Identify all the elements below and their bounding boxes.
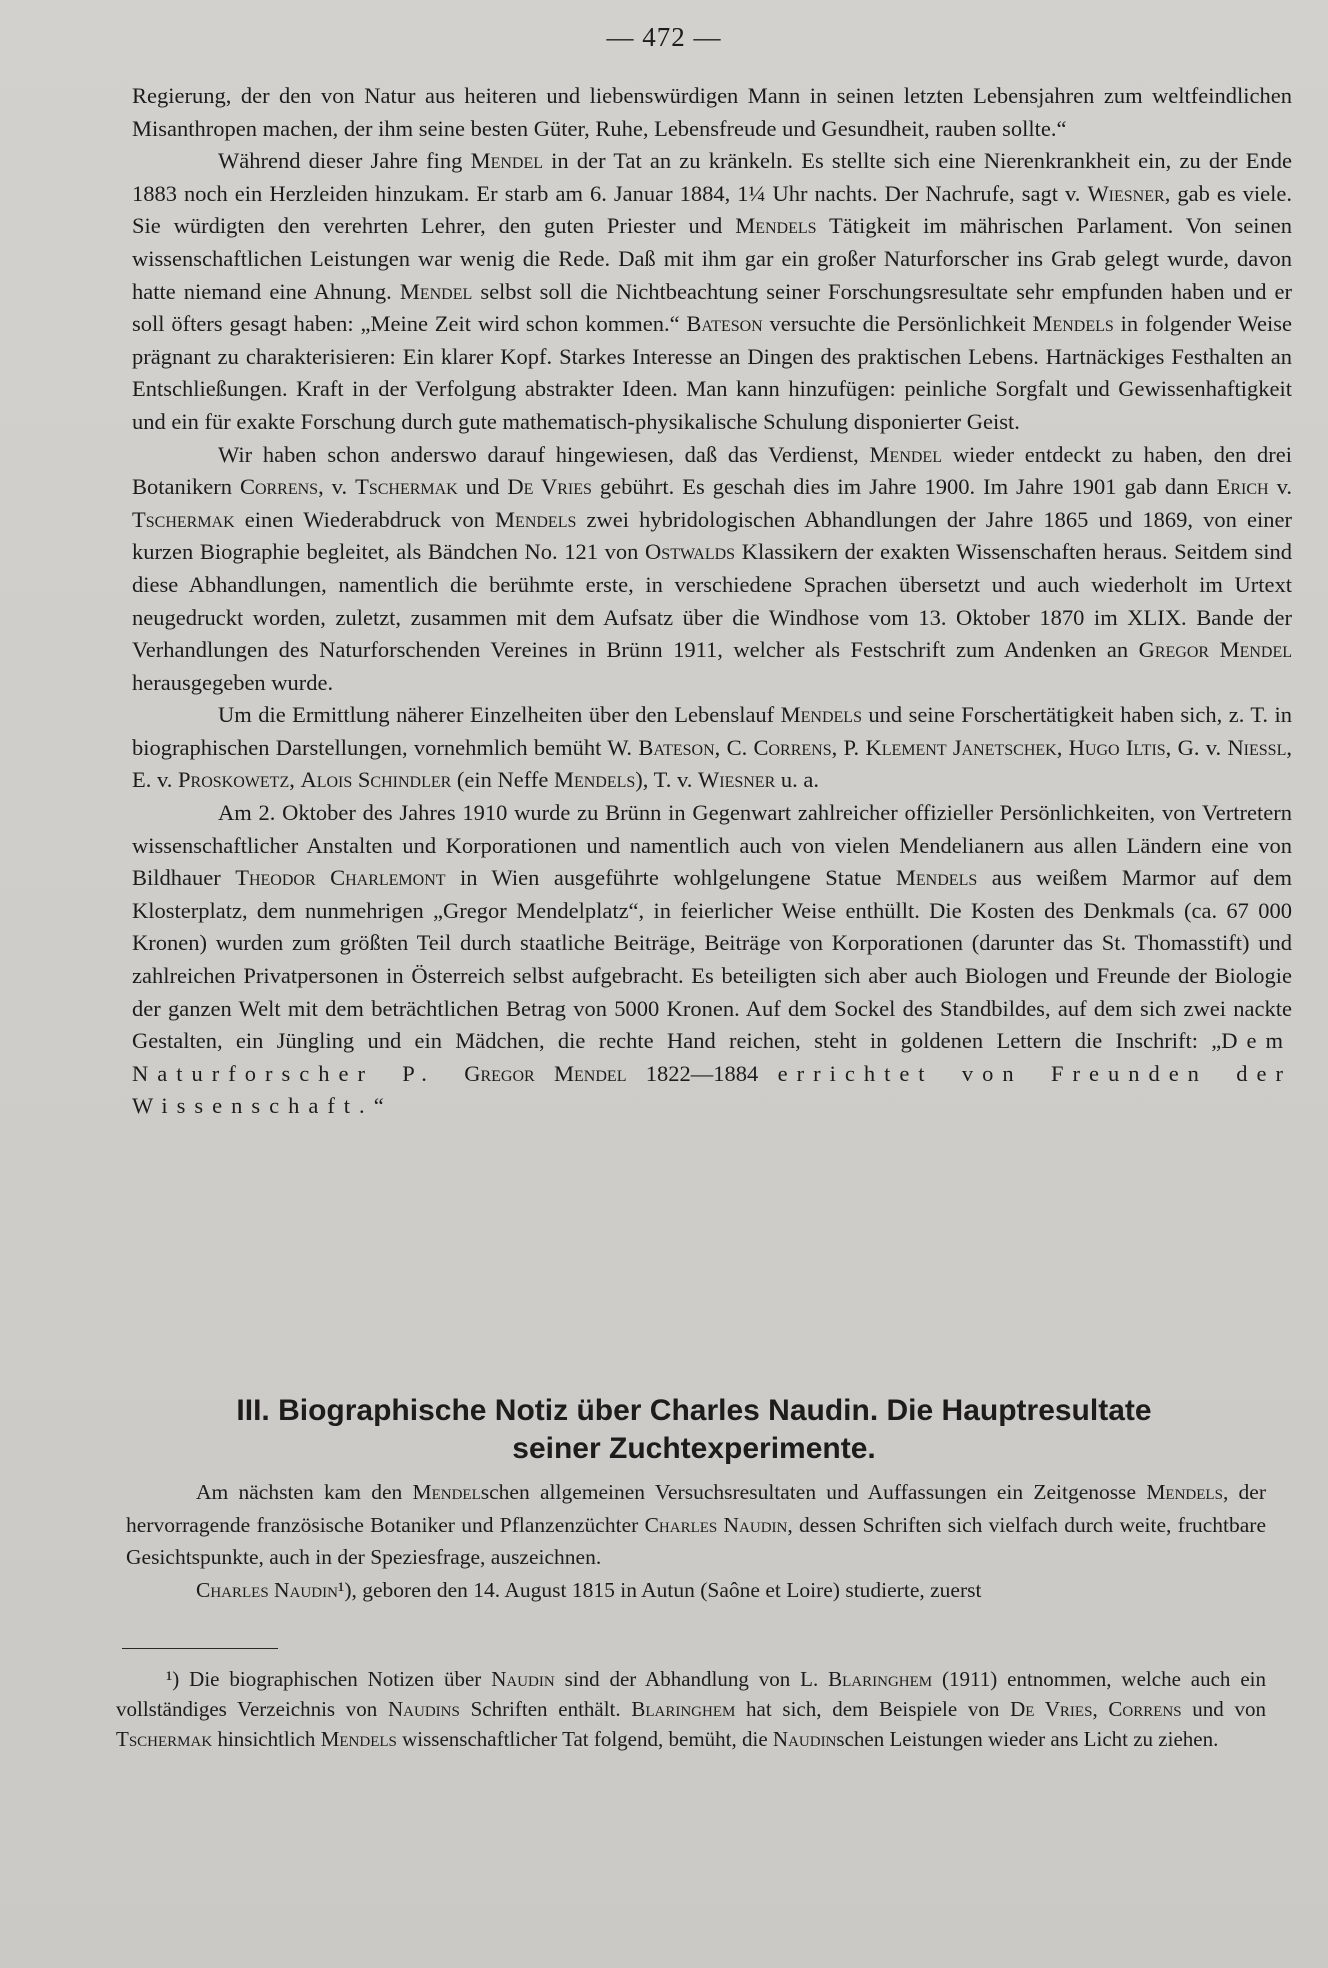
name-smallcaps: Wiesner: [1087, 180, 1165, 206]
text-run: ), T. v.: [635, 767, 698, 793]
name-smallcaps: Mendels: [320, 1727, 397, 1751]
text-run: und: [457, 474, 508, 500]
name-smallcaps: Mendels: [1146, 1480, 1223, 1504]
text-run: aus weißem Marmor auf dem Klosterplatz, dem nunmehrigen „Gregor Mendelplatz“, in feierlicher Weise enthüllt. Die Kosten des Denkmals (ca. 67 000 Kronen) wurden zum größten Teil durch staatliche Beiträge, Beiträge von Korporationen (darunter das St. Thomasstift) und zahlreichen Privatpersonen in Österreich selbst aufgebracht. Es beteiligten sich aber auch Biologen und Freunde der Biologie der ganzen Welt mit dem beträchtlichen Betrag von 5000 Kronen. Auf dem Sockel des Standbildes, auf dem sich zwei nackte Gestalten, ein Jüngling und ein Mädchen, die rechte Hand reichen, steht in goldenen Lettern die Inschrift: „: [132, 865, 1292, 1054]
name-smallcaps: Mendels: [780, 702, 862, 728]
text-run: Schriften enthält.: [459, 1697, 632, 1721]
text-run: versuchte die Persönlichkeit: [762, 311, 1033, 337]
name-smallcaps: Mendels: [1032, 311, 1114, 337]
page-number: — 472 —: [606, 22, 722, 52]
text-run: , der hervorragende französische Botaniker und Pflanzenzüchter: [126, 1480, 1267, 1537]
text-run: Wir haben schon anderswo darauf hingewiesen, daß das Verdienst,: [218, 441, 870, 467]
text-run: , G. v.: [1165, 734, 1228, 760]
text-run: in der Tat an zu kränkeln. Es stellte sich eine Nierenkrankheit ein, zu der Ende 1883 noch ein Herzleiden hinzukam. Er starb am 6. Januar 1884, 1¼ Uhr nachts. Der Nachrufe, sagt v.: [132, 148, 1292, 206]
text-run: ,: [289, 767, 301, 793]
section-heading: [124, 1392, 1264, 1468]
text-run: Regierung, der den von Natur aus heiteren und liebenswürdigen Mann in seinen letzten Lebensjahren zum weltfeindlichen Misanthropen machen, der ihm seine besten Güter, Ruhe, Lebensfreude und Gesundheit, rauben sollte.“: [132, 83, 1292, 141]
body-text: [132, 80, 1292, 1123]
text-run: sind der Abhandlung von L.: [554, 1667, 829, 1691]
text-run: selbst soll die Nichtbeachtung seiner Forschungsresultate sehr empfunden haben und er soll öfters gesagt haben: „Meine Zeit wird schon kommen.“: [132, 278, 1292, 337]
text-run: u. a.: [775, 767, 819, 793]
name-smallcaps: Mendels: [735, 213, 817, 239]
text-run: , P.: [831, 734, 866, 760]
footnote: [116, 1664, 1266, 1754]
text-run: v.: [1268, 474, 1292, 500]
name-smallcaps: Tschermak: [132, 506, 235, 532]
text-run: in folgender Weise prägnant zu charakterisieren: Ein klarer Kopf. Starkes Interesse an Dingen des praktischen Lebens. Hartnäckiges Festhalten an Entschließungen. Kraft in der Verfolgung abstrakter Ideen. Man kann hinzufügen: peinliche Sorgfalt und Gewissenhaftigkeit und ein für exakte Forschung durch gute mathematisch-physikalische Schulung disponierter Geist.: [132, 311, 1292, 434]
name-smallcaps: Mendels: [895, 865, 978, 891]
name-smallcaps: Mendel: [470, 148, 543, 174]
text-run: Am 2. Oktober des Jahres 1910 wurde zu Brünn in Gegenwart zahlreicher offizieller Persönlichkeiten, von Vertretern wissenschaftlicher Anstalten und Korporationen und namentlich auch von vielen Mendelianern aus allen Ländern eine von Bildhauer: [132, 800, 1292, 891]
name-smallcaps: De Vries: [507, 474, 592, 500]
name-smallcaps: Naudins: [388, 1697, 460, 1721]
text-run: zwei hybridologischen Abhandlungen der Jahre 1865 und 1869, von einer kurzen Biographie begleitet, als Bändchen No. 121 von: [132, 506, 1292, 565]
footnote-text: [116, 1664, 1266, 1754]
text-run: (ein Neffe: [451, 767, 554, 793]
name-smallcaps: Blaringhem: [631, 1697, 736, 1721]
name-smallcaps: Wiesner: [698, 767, 776, 793]
paragraph: [132, 80, 1292, 145]
text-run: ¹) Die biographischen Notizen über: [166, 1667, 492, 1691]
name-smallcaps: Mendel: [412, 1480, 481, 1504]
paragraph: [132, 699, 1292, 797]
name-smallcaps: Gregor Mendel: [1138, 637, 1292, 663]
paragraph: [126, 1476, 1266, 1574]
spaced-text: Dem Naturforscher P.: [132, 1028, 1292, 1086]
name-smallcaps: Ostwalds: [645, 539, 736, 565]
text-run: herausgegeben wurde.: [132, 669, 334, 695]
text-run: Um die Ermittlung näherer Einzelheiten über den Lebenslauf: [218, 702, 781, 728]
name-smallcaps: Tschermak: [355, 474, 458, 500]
text-run: schen Leistungen wieder ans Licht zu ziehen.: [836, 1727, 1219, 1751]
text-run: ,: [1092, 1697, 1109, 1721]
name-smallcaps: Naudin: [491, 1667, 555, 1691]
name-smallcaps: Bateson: [638, 734, 715, 760]
section-heading-line-2: seiner Zuchtexperimente.: [512, 1432, 876, 1465]
name-smallcaps: Gregor Mendel: [464, 1060, 627, 1086]
name-smallcaps: Correns: [753, 734, 832, 760]
name-smallcaps: Erich: [1216, 474, 1269, 500]
text-run: Am nächsten kam den: [196, 1480, 413, 1504]
name-smallcaps: Alois Schindler: [300, 767, 452, 793]
name-smallcaps: Mendels: [553, 767, 636, 793]
text-run: Während dieser Jahre fing: [218, 148, 471, 174]
text-run: hat sich, dem Beispiele von: [735, 1697, 1011, 1721]
name-smallcaps: Naudin: [772, 1727, 837, 1751]
text-run: (1911) entnommen, welche auch ein vollständiges Verzeichnis von: [116, 1667, 1266, 1721]
text-run: ¹), geboren den 14. August 1815 in Autun (Saône et Loire) studierte, zuerst: [337, 1577, 982, 1602]
text-run: , E. v.: [132, 734, 1292, 793]
name-smallcaps: Proskowetz: [178, 767, 290, 793]
text-run: Tätigkeit im mährischen Parlament. Von seinen wissenschaftlichen Leistungen war wenig die Rede. Daß mit ihm gar ein großer Naturforscher ins Grab gelegt wurde, davon hatte niemand eine Ahnung.: [132, 213, 1293, 304]
footnote-rule: [122, 1648, 278, 1649]
name-smallcaps: Theodor Charlemont: [235, 865, 446, 891]
text-run: gebührt. Es geschah dies im Jahre 1900. Im Jahre 1901 gab dann: [591, 474, 1217, 500]
text-run: einen Wiederabdruck von: [234, 506, 496, 532]
paragraph: [132, 797, 1292, 1123]
text-run: Klassikern der exakten Wissenschaften heraus. Seitdem sind diese Abhandlungen, namentlich die berühmte erste, in verschiedene Sprachen übersetzt und auch wiederholt im Urtext neugedruckt worden, zuletzt, zusammen mit dem Aufsatz über die Windhose vom 13. Oktober 1870 im XLIX. Bande der Verhandlungen des Naturforschenden Vereines in Brünn 1911, welcher als Festschrift zum Andenken an: [132, 539, 1293, 663]
text-run: und von: [1181, 1697, 1267, 1721]
text-run: und seine Forschertätigkeit haben sich, z. T. in biographischen Darstellungen, vornehmlich bemüht W.: [132, 702, 1293, 760]
text-run: “: [373, 1093, 384, 1119]
name-smallcaps: Niessl: [1227, 734, 1287, 760]
name-smallcaps: Correns: [1108, 1697, 1182, 1721]
section-text: [126, 1476, 1266, 1606]
name-smallcaps: Mendels: [495, 506, 577, 532]
text-run: wissenschaftlicher Tat folgend, bemüht, die: [396, 1727, 773, 1751]
name-smallcaps: Klement Janetschek: [865, 734, 1057, 760]
name-smallcaps: Correns: [239, 474, 319, 500]
text-run: , gab es viele. Sie würdigten den verehrten Lehrer, den guten Priester und: [132, 180, 1292, 239]
paragraph: [132, 439, 1292, 700]
text-run: 1822—1884: [626, 1060, 778, 1086]
name-smallcaps: Charles Naudin: [196, 1577, 338, 1602]
name-smallcaps: Tschermak: [116, 1727, 213, 1751]
name-smallcaps: Mendel: [869, 441, 942, 467]
paragraph: [126, 1574, 1266, 1607]
section-heading-line-1: III. Biographische Notiz über Charles Naudin. Die Hauptresultate: [236, 1394, 1152, 1427]
name-smallcaps: Blaringhem: [828, 1667, 933, 1691]
text-run: , C.: [714, 734, 754, 760]
name-smallcaps: De Vries: [1010, 1697, 1093, 1721]
text-run: , dessen Schriften sich vielfach durch weite, fruchtbare Gesichtspunkte, auch in der Speziesfrage, auszeichnen.: [126, 1512, 1267, 1570]
name-smallcaps: Charles Naudin: [644, 1512, 788, 1537]
paragraph: [132, 145, 1292, 438]
text-run: hinsichtlich: [212, 1727, 321, 1751]
name-smallcaps: Mendel: [399, 278, 473, 304]
text-run: in Wien ausgeführte wohlgelungene Statue: [445, 865, 896, 891]
text-run: , v.: [318, 474, 356, 500]
text-run: wieder entdeckt zu haben, den drei Botanikern: [132, 441, 1292, 500]
spaced-text: errichtet von Freunden der Wissenschaft.: [132, 1060, 1292, 1119]
name-smallcaps: Bateson: [686, 311, 763, 337]
text-run: schen allgemeinen Versuchsresultaten und Auffassungen ein Zeitgenosse: [480, 1480, 1147, 1504]
name-smallcaps: Hugo Iltis: [1068, 734, 1166, 760]
text-run: ,: [1056, 734, 1069, 760]
